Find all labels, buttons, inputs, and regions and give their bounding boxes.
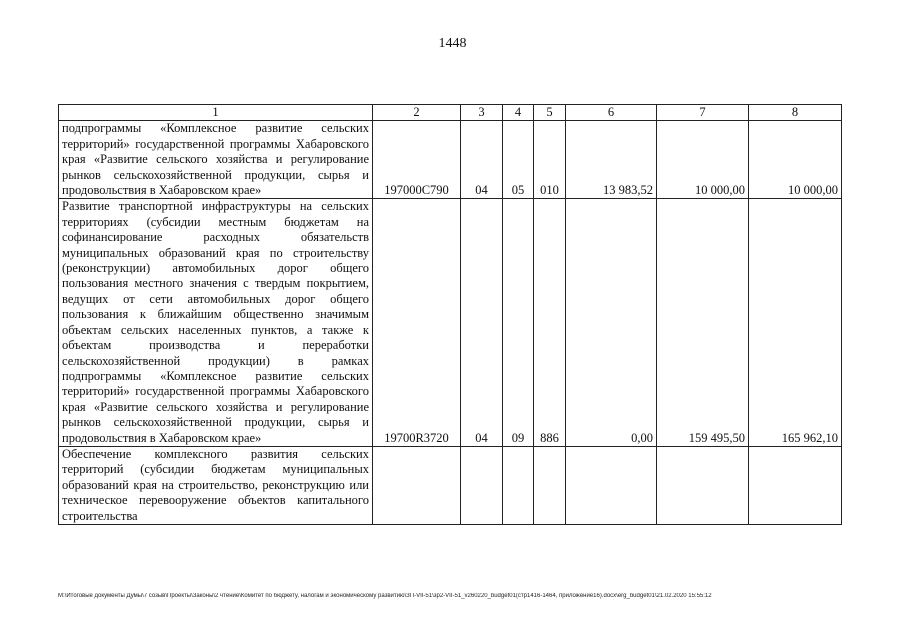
column-header: 6 bbox=[566, 105, 657, 121]
row-amount-col6: 13 983,52 bbox=[566, 121, 657, 199]
column-header: 7 bbox=[657, 105, 749, 121]
row-target-code: 197000С790 bbox=[373, 121, 461, 199]
row-subsection: 05 bbox=[503, 121, 534, 199]
row-target-code: 19700R3720 bbox=[373, 199, 461, 447]
row-subsection: 09 bbox=[503, 199, 534, 447]
column-header: 3 bbox=[461, 105, 503, 121]
page-number: 1448 bbox=[438, 36, 467, 51]
empty-cell bbox=[534, 446, 566, 524]
empty-cell bbox=[657, 446, 749, 524]
empty-cell bbox=[461, 446, 503, 524]
row-description: подпрограммы «Комплексное развитие сельских территорий» государственной программы Хабаровского края «Развитие сельского хозяйства и регулирование рынков сельскохозяйственной продукции, сырья и продовольствия в Хабаровском крае» bbox=[59, 121, 373, 199]
row-description: Обеспечение комплексного развития сельских территорий (субсидии бюджетам муниципальных образований края на строительство, реконструкцию или техническое перевооружение объектов капитального строительства bbox=[59, 446, 373, 524]
table-row bbox=[59, 446, 842, 524]
column-header: 1 bbox=[59, 105, 373, 121]
empty-cell bbox=[373, 446, 461, 524]
row-section: 04 bbox=[461, 199, 503, 447]
row-amount-col8: 165 962,10 bbox=[749, 199, 842, 447]
table-row bbox=[59, 199, 842, 447]
table-row bbox=[59, 121, 842, 199]
row-amount-col7: 10 000,00 bbox=[657, 121, 749, 199]
empty-cell bbox=[566, 446, 657, 524]
empty-cell bbox=[749, 446, 842, 524]
table-header-row bbox=[59, 105, 842, 121]
row-amount-col8: 10 000,00 bbox=[749, 121, 842, 199]
footer-file-path: M:\Итоговые документы Думы\7 созыв\Проекты\Законы\2 чтение\Комитет по бюджету, налогам и экономическому развитию\ЗП-VII-51\зр2-VII-51_v260220_budget01(стр1416-1464, приложение16).docx\erg_budget01\21.02.2020 15:55:12 bbox=[58, 593, 712, 599]
row-section: 04 bbox=[461, 121, 503, 199]
row-description: Развитие транспортной инфраструктуры на сельских территориях (субсидии местным бюджетам на софинансирование расходных обязательств муниципальных образований края по строительству (реконструкции) автомобильных дорог общего пользования местного значения с твердым покрытием, ведущих от сети автомобильных дорог общего пользования к ближайшим общественно значимым объектам сельских населенных пунктов, а также к объектам производства и переработки сельскохозяйственной продукции) в рамках подпрограммы «Комплексное развитие сельских территорий» государственной программы Хабаровского края «Развитие сельского хозяйства и регулирование рынков сельскохозяйственной продукции, сырья и продовольствия в Хабаровском крае» bbox=[59, 199, 373, 447]
column-header: 8 bbox=[749, 105, 842, 121]
row-expense-type: 886 bbox=[534, 199, 566, 447]
empty-cell bbox=[503, 446, 534, 524]
row-amount-col6: 0,00 bbox=[566, 199, 657, 447]
row-amount-col7: 159 495,50 bbox=[657, 199, 749, 447]
budget-table bbox=[58, 104, 842, 525]
column-header: 2 bbox=[373, 105, 461, 121]
column-header: 5 bbox=[534, 105, 566, 121]
row-expense-type: 010 bbox=[534, 121, 566, 199]
column-header: 4 bbox=[503, 105, 534, 121]
